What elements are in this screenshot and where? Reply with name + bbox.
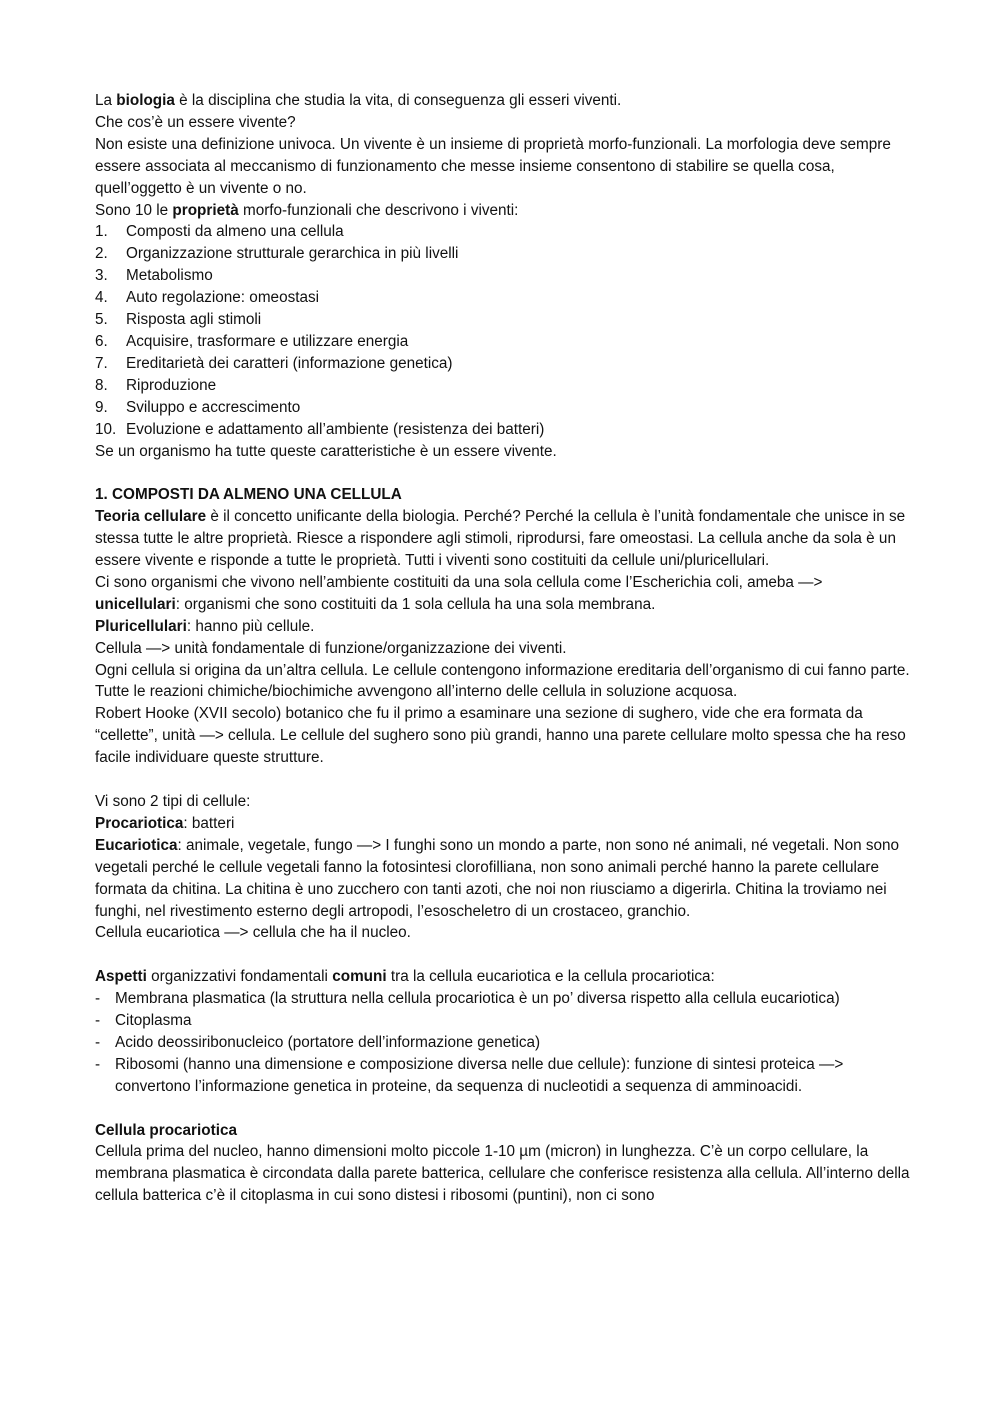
list-number: 4. xyxy=(95,289,108,307)
text: : organismi che sono costituiti da 1 sola cellula ha una sola membrana. xyxy=(175,595,656,613)
paragraph-cellula-definizione: Cellula —> unità fondamentale di funzione/organizzazione dei viventi. xyxy=(95,639,567,657)
term-proprieta: proprietà xyxy=(172,201,239,219)
list-text: Acquisire, trasformare e utilizzare energia xyxy=(126,332,409,350)
paragraph-aspetti-comuni xyxy=(95,966,910,988)
list-item xyxy=(95,309,910,331)
text: : batteri xyxy=(183,814,235,832)
paragraph-pluricellulari xyxy=(95,616,910,638)
term-aspetti: Aspetti xyxy=(95,968,147,986)
paragraph-robert-hooke: Robert Hooke (XVII secolo) botanico che fu il primo a esaminare una sezione di sughero, vide che era formata da “cellette”, unità —> cellula. Le cellule del sughero sono più grandi, hanno una parete cellulare molto spessa che ha reso facile individuare queste strutture. xyxy=(95,705,906,767)
term-procariotica: Procariotica xyxy=(95,814,184,832)
paragraph-teoria-cellulare xyxy=(95,506,910,572)
dash-bullet: - xyxy=(95,1055,101,1073)
text: morfo-funzionali che descrivono i viventi: xyxy=(238,201,519,219)
spacer xyxy=(95,769,910,791)
properties-conclusion: Se un organismo ha tutte queste caratteristiche è un essere vivente. xyxy=(95,442,557,460)
list-number: 9. xyxy=(95,398,108,416)
list-text: Membrana plasmatica (la struttura nella cellula procariotica è un po’ diversa rispetto alla cellula eucariotica) xyxy=(115,990,840,1008)
list-number: 10. xyxy=(95,420,117,438)
list-number: 8. xyxy=(95,376,108,394)
text: è la disciplina che studia la vita, di conseguenza gli esseri viventi. xyxy=(174,92,622,109)
spacer xyxy=(95,462,910,484)
intro-line-1 xyxy=(95,90,910,112)
paragraph-cellula-eucariotica: Cellula eucariotica —> cellula che ha il nucleo. xyxy=(95,924,411,942)
dash-bullet: - xyxy=(95,1012,101,1030)
list-item xyxy=(95,1032,910,1054)
paragraph-origine-cellula: Ogni cellula si origina da un’altra cellula. Le cellule contengono informazione ereditaria dell’organismo di cui fanno parte. Tutte le reazioni chimiche/biochimiche avvengono all’interno delle cellula in soluzione acquosa. xyxy=(95,661,910,701)
list-text: Risposta agli stimoli xyxy=(126,311,262,329)
term-pluricellulari: Pluricellulari xyxy=(95,617,187,635)
list-text: Organizzazione strutturale gerarchica in più livelli xyxy=(126,245,459,263)
term-unicellulari: unicellulari xyxy=(95,595,176,613)
spacer xyxy=(95,1098,910,1120)
intro-properties-lead xyxy=(95,200,910,222)
list-number: 3. xyxy=(95,267,108,285)
text: : animale, vegetale, fungo —> I funghi sono un mondo a parte, non sono né animali, né vegetali. Non sono vegetali perché le cellule vegetali fanno la fotosintesi clorofilliana, non sono animali perché hanno la parete cellulare formata da chitina. La chitina è uno zucchero con tanti azoti, che noi non riusciamo a digerirla. Chitina la troviamo nei funghi, nel rivestimento esterno degli artropodi, l’esoscheletro di un crostaceo, granchio. xyxy=(95,836,900,920)
list-item xyxy=(95,1054,910,1098)
text: tra la cellula eucariotica e la cellula procariotica: xyxy=(386,968,715,986)
list-text: Acido deossiribonucleico (portatore dell’informazione genetica) xyxy=(115,1033,541,1051)
text: è il concetto unificante della biologia. Perché? Perché la cellula è l’unità fondamentale che unisce in se stessa tutte le altre proprietà. Riesce a rispondere agli stimoli, riprodursi, fare omeostasi. La cellula anche da sola è un essere vivente e risponde a tutte le proprietà. Tutti i viventi sono costituiti da cellule uni/pluricellulari. xyxy=(95,508,906,570)
text: organizzativi fondamentali xyxy=(146,968,333,986)
text: Sono 10 le xyxy=(95,201,173,219)
list-item xyxy=(95,265,910,287)
paragraph-procariotica-descrizione: Cellula prima del nucleo, hanno dimensioni molto piccole 1-10 µm (micron) in lunghezza. C’è un corpo cellulare, la membrana plasmatica è circondata dalla parete batterica, cellulare che conferisce resistenza alla cellula. All’interno della cellula batterica c’è il citoplasma in cui sono distesi i ribosomi (puntini), non ci sono xyxy=(95,1143,910,1205)
list-item xyxy=(95,243,910,265)
paragraph-eucariotica xyxy=(95,835,910,923)
list-number: 7. xyxy=(95,354,108,372)
list-text: Ereditarietà dei caratteri (informazione genetica) xyxy=(126,354,453,372)
dash-bullet: - xyxy=(95,1033,101,1051)
list-item xyxy=(95,988,910,1010)
list-item xyxy=(95,1010,910,1032)
list-text: Sviluppo e accrescimento xyxy=(126,398,301,416)
document-page xyxy=(95,90,910,1207)
paragraph-organismi: Ci sono organismi che vivono nell’ambiente costituiti da una sola cellula come l’Escherichia coli, ameba —> xyxy=(95,573,823,591)
section-heading-cellula: 1. COMPOSTI DA ALMENO UNA CELLULA xyxy=(95,486,402,504)
term-teoria-cellulare: Teoria cellulare xyxy=(95,508,207,526)
list-item xyxy=(95,397,910,419)
list-number: 5. xyxy=(95,311,108,329)
list-item xyxy=(95,375,910,397)
list-item xyxy=(95,419,910,441)
list-item xyxy=(95,331,910,353)
list-item xyxy=(95,287,910,309)
common-aspects-list xyxy=(95,988,910,1098)
text: La xyxy=(95,92,117,109)
list-number: 1. xyxy=(95,223,108,241)
spacer xyxy=(95,944,910,966)
paragraph-unicellulari xyxy=(95,594,910,616)
list-text: Citoplasma xyxy=(115,1012,192,1030)
term-comuni: comuni xyxy=(332,968,387,986)
paragraph-procariotica xyxy=(95,813,910,835)
properties-list xyxy=(95,221,910,440)
list-number: 2. xyxy=(95,245,108,263)
paragraph-tipi-cellule: Vi sono 2 tipi di cellule: xyxy=(95,792,251,810)
list-text: Auto regolazione: omeostasi xyxy=(126,289,320,307)
list-text: Riproduzione xyxy=(126,376,217,394)
term-biologia: biologia xyxy=(116,92,175,109)
list-text: Evoluzione e adattamento all’ambiente (resistenza dei batteri) xyxy=(126,420,545,438)
section-heading-procariotica: Cellula procariotica xyxy=(95,1121,237,1139)
list-number: 6. xyxy=(95,332,108,350)
list-item xyxy=(95,221,910,243)
list-text: Ribosomi (hanno una dimensione e composizione diversa nelle due cellule): funzione di sintesi proteica —> convertono l’informazione genetica in proteine, da sequenza di nucleotidi a sequenza di amminoacidi. xyxy=(115,1055,844,1095)
intro-definition: Non esiste una definizione univoca. Un vivente è un insieme di proprietà morfo-funzionali. La morfologia deve sempre essere associata al meccanismo di funzionamento che messe insieme consentono di stabilire se quella cosa, quell’oggetto è un vivente o no. xyxy=(95,135,891,197)
dash-bullet: - xyxy=(95,990,101,1008)
list-text: Composti da almeno una cellula xyxy=(126,223,344,241)
list-text: Metabolismo xyxy=(126,267,213,285)
text: : hanno più cellule. xyxy=(186,617,315,635)
term-eucariotica: Eucariotica xyxy=(95,836,178,854)
list-item xyxy=(95,353,910,375)
intro-question: Che cos’è un essere vivente? xyxy=(95,113,296,131)
